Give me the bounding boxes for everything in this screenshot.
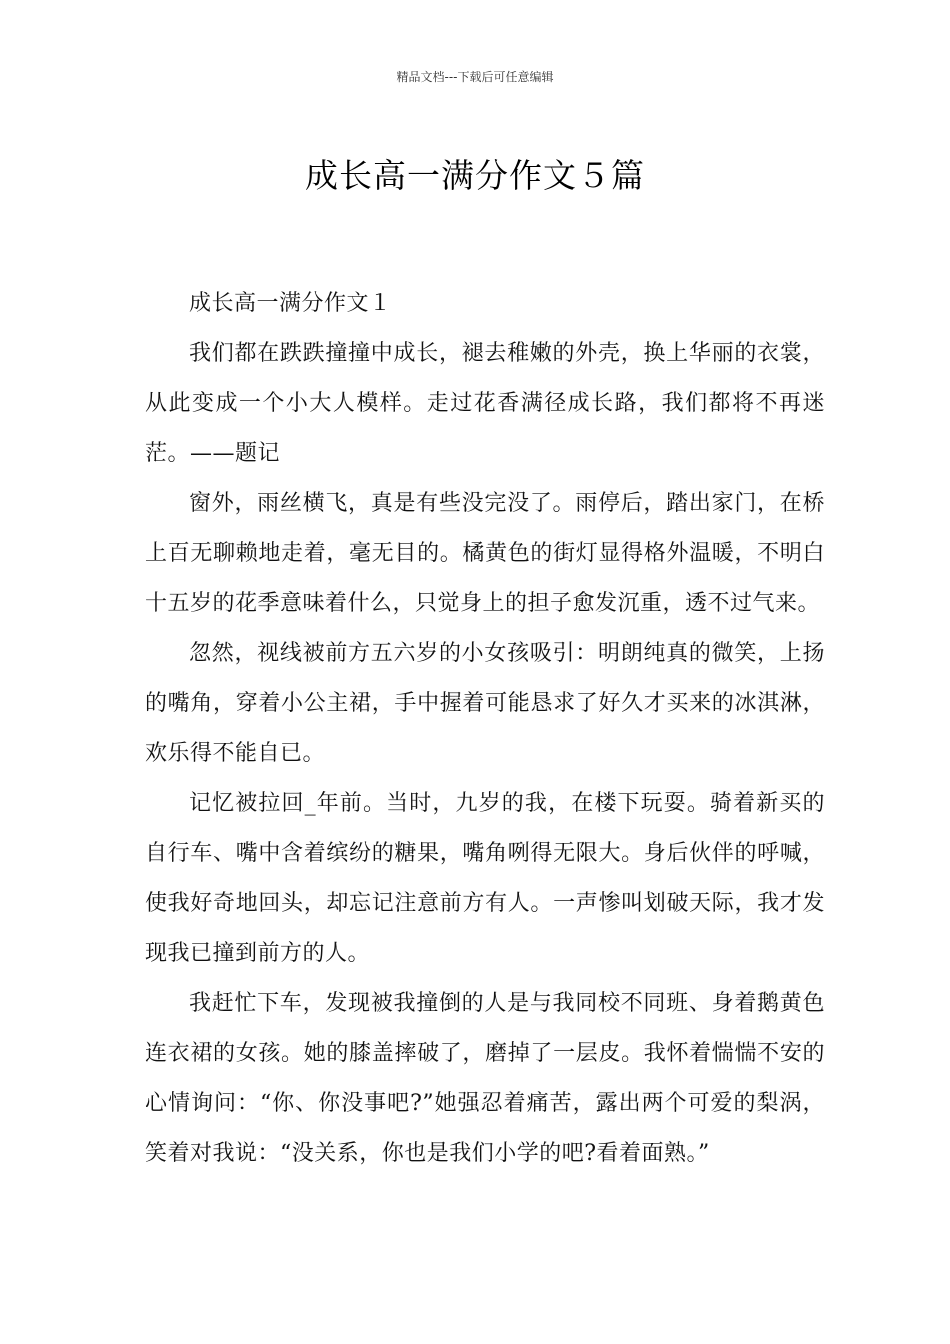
document-body bbox=[145, 279, 825, 1179]
document-title: 成长高一满分作文５篇 bbox=[305, 156, 645, 196]
paragraph: 窗外，雨丝横飞，真是有些没完没了。雨停后，踏出家门，在桥上百无聊赖地走着，毫无目的。橘黄色的街灯显得格外温暖，不明白十五岁的花季意味着什么，只觉身上的担子愈发沉重，透不过气来。 bbox=[145, 491, 825, 616]
section-title: 成长高一满分作文１ bbox=[189, 291, 392, 316]
paragraph: 我们都在跌跌撞撞中成长，褪去稚嫩的外壳，换上华丽的衣裳，从此变成一个小大人模样。走过花香满径成长路，我们都将不再迷茫。——题记 bbox=[145, 341, 825, 466]
paragraph: 记忆被拉回_年前。当时，九岁的我，在楼下玩耍。骑着新买的自行车、嘴中含着缤纷的糖果，嘴角咧得无限大。身后伙伴的呼喊，使我好奇地回头，却忘记注意前方有人。一声惨叫划破天际，我才发现我已撞到前方的人。 bbox=[145, 791, 825, 966]
paragraph: 忽然，视线被前方五六岁的小女孩吸引：明朗纯真的微笑，上扬的嘴角，穿着小公主裙，手中握着可能恳求了好久才买来的冰淇淋，欢乐得不能自已。 bbox=[145, 641, 825, 766]
header-note: 精品文档---下载后可任意编辑 bbox=[396, 70, 554, 84]
paragraph: 我赶忙下车，发现被我撞倒的人是与我同校不同班、身着鹅黄色连衣裙的女孩。她的膝盖摔破了，磨掉了一层皮。我怀着惴惴不安的心情询问：“你、你没事吧?”她强忍着痛苦，露出两个可爱的梨涡，笑着对我说：“没关系，你也是我们小学的吧?看着面熟。” bbox=[145, 991, 825, 1166]
